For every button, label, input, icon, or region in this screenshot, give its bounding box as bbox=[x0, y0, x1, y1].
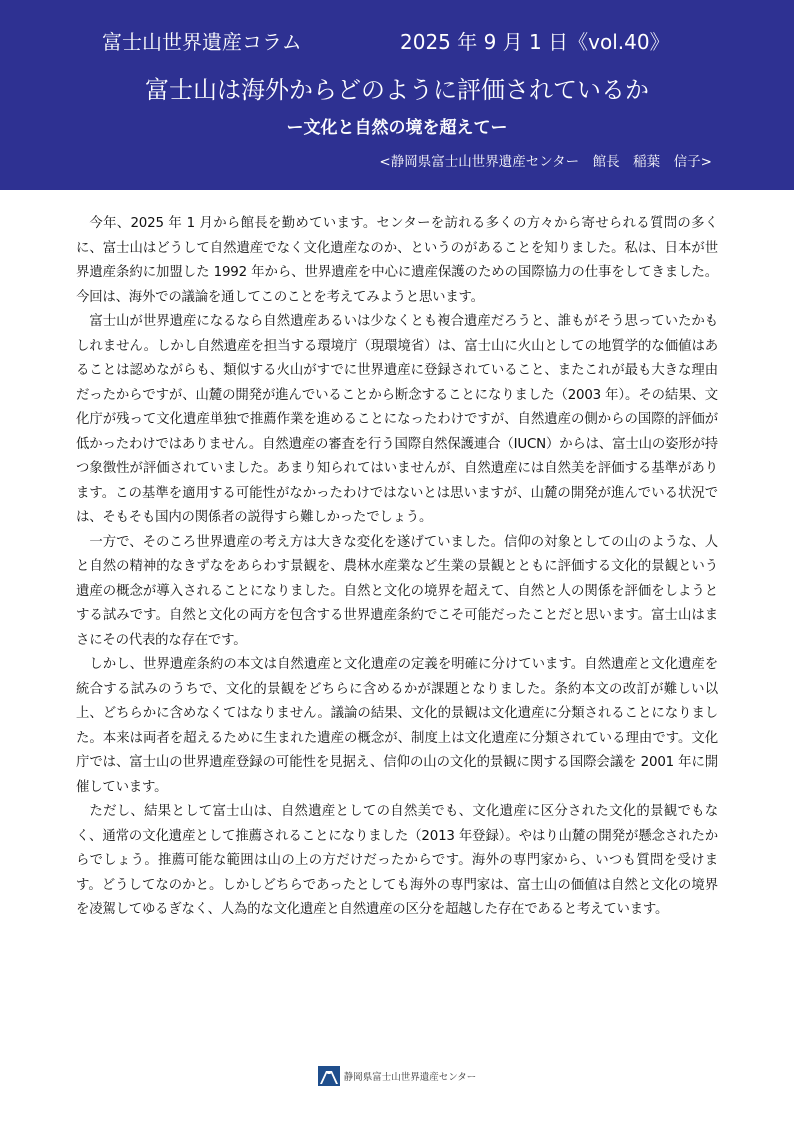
issue-date: 2025 年 9 月 1 日《vol.40》 bbox=[400, 30, 670, 54]
author-credit: <静岡県富士山世界遺産センター 館長 稲葉 信子> bbox=[379, 154, 712, 170]
footer bbox=[0, 1064, 794, 1088]
column-series-name: 富士山世界遺産コラム bbox=[102, 30, 302, 54]
footer-org-name: 静岡県富士山世界遺産センター bbox=[343, 1072, 477, 1083]
header-top-row bbox=[0, 26, 794, 54]
header-banner bbox=[0, 0, 794, 190]
paragraph-4: しかし、世界遺産条約の本文は自然遺産と文化遺産の定義を明確に分けています。自然遺産と文化遺産を統合する試みのうちで、文化的景観をどちらに含めるかが課題となりました。条約本文の改訂が難しい以上、どちらかに含めなくてはなりません。議論の結果、文化的景観は文化遺産に分類されることになりました。本来は両者を超えるために生まれた遺産の概念が、制度上は文化遺産に分類されている理由です。文化庁では、富士山の世界遺産登録の可能性を見据え、信仰の山の文化的景観に関する国際会議を 2001 年に開催しています。 bbox=[76, 657, 718, 795]
mount-fuji-logo-icon bbox=[318, 1066, 340, 1086]
paragraph-3: 一方で、そのころ世界遺産の考え方は大きな変化を遂げていました。信仰の対象としての山のような、人と自然の精神的なきずなをあらわす景観を、農林水産業など生業の景観とともに評価する文化的景観という遺産の概念が導入されることになりました。自然と文化の境界を超えて、自然と人の関係を評価をしようとする試みです。自然と文化の両方を包含する世界遺産条約でこそ可能だったことだと思います。富士山はまさにその代表的な存在です。 bbox=[76, 534, 718, 648]
paragraph-5: ただし、結果として富士山は、自然遺産としての自然美でも、文化遺産に区分された文化的景観でもなく、通常の文化遺産として推薦されることになりました（2013 年登録）。やはり山麓の開発が懸念されたからでしょう。推薦可能な範囲は山の上の方だけだったからです。海外の専門家から、いつも質問を受けます。どうしてなのかと。しかしどちらであったとしても海外の専門家は、富士山の価値は自然と文化の境界を凌駕してゆるぎなく、人為的な文化遺産と自然遺産の区分を超越した存在であると考えています。 bbox=[76, 804, 718, 917]
paragraph-2: 富士山が世界遺産になるなら自然遺産あるいは少なくとも複合遺産だろうと、誰もがそう思っていたかもしれません。しかし自然遺産を担当する環境庁（現環境省）は、富士山に火山としての地質学的な価値はあることは認めながらも、類似する火山がすでに世界遺産に登録されていること、またこれが最も大きな理由だったからですが、山麓の開発が進んでいることから断念することになりました（2003 年）。その結果、文化庁が残って文化遺産単独で推薦作業を進めることになったわけですが、自然遺産の側からの国際的評価が低かったわけではありません。自然遺産の審査を行う国際自然保護連合（IUCN）からは、富士山の姿形が持つ象徴性が評価されていました。あまり知られてはいませんが、自然遺産には自然美を評価する基準があります。この基準を適用する可能性がなかったわけではないとは思いますが、山麓の開発が進んでいる状況では、そもそも国内の関係者の説得すら難しかったでしょう。 bbox=[76, 314, 718, 525]
paragraph-1: 今年、2025 年 1 月から館長を勤めています。センターを訪れる多くの方々から寄せられる質問の多くに、富士山はどうして自然遺産でなく文化遺産なのか、というのがあることを知りました。私は、日本が世界遺産条約に加盟した 1992 年から、世界遺産を中心に遺産保護のための国際協力の仕事をしてきました。今回は、海外での議論を通してこのことを考えてみようと思います。 bbox=[76, 216, 718, 305]
page-subtitle: ー文化と自然の境を超えてー bbox=[286, 118, 508, 138]
page-title: 富士山は海外からどのように評価されているか bbox=[145, 76, 649, 104]
article-body bbox=[76, 212, 718, 923]
